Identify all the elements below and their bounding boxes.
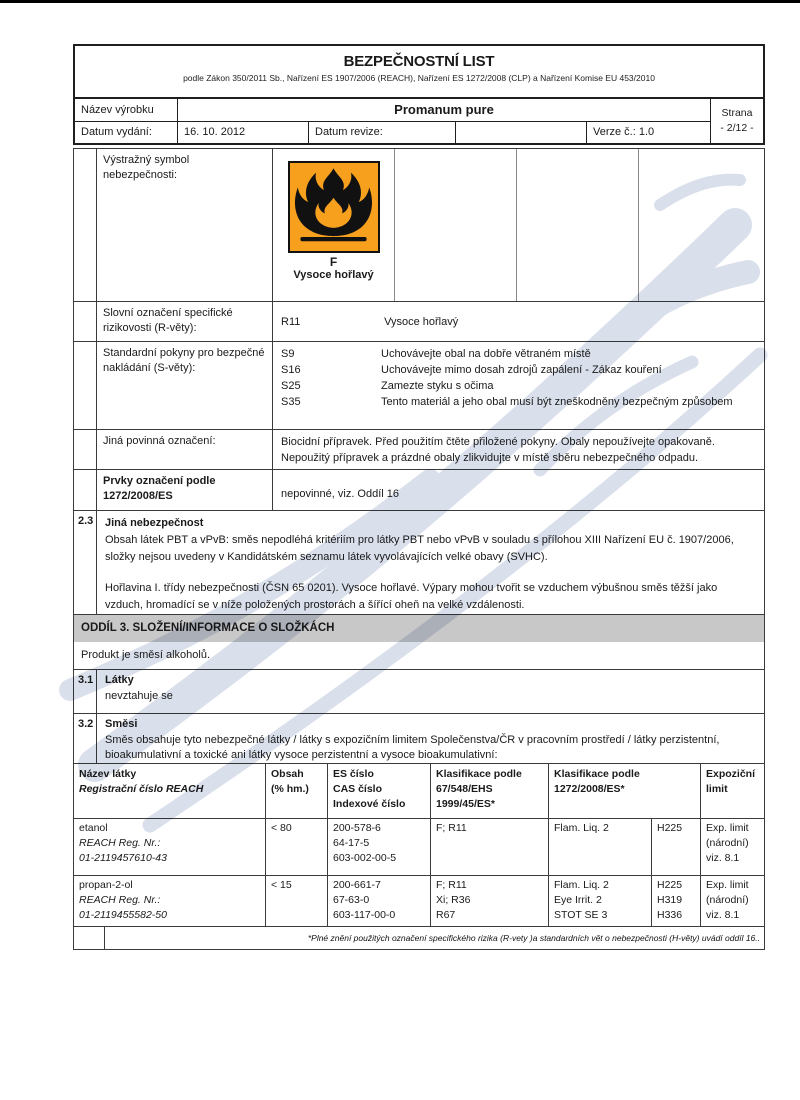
section-3-1-heading: Látky bbox=[105, 674, 134, 686]
header-line: Registrační číslo REACH bbox=[79, 783, 204, 795]
substance-content: < 15 bbox=[266, 876, 328, 926]
row-number-cell bbox=[74, 149, 97, 301]
classification-clp-cell bbox=[549, 876, 652, 926]
section-2-3-heading: Jiná nebezpečnost bbox=[105, 517, 204, 529]
section-3-intro: Produkt je směsí alkoholů. bbox=[81, 649, 211, 661]
substance-row-etanol bbox=[74, 818, 764, 875]
r-phrases-row bbox=[74, 301, 764, 341]
substance-name: etanol bbox=[79, 822, 108, 834]
issue-date-value: 16. 10. 2012 bbox=[178, 122, 309, 144]
header-line: Název látky bbox=[79, 768, 137, 780]
page-subtitle: podle Zákon 350/2011 Sb., Nařízení ES 1907/2006 (REACH), Nařízení ES 1272/2008 (CLP) a Nařízení Komise EU 453/2010 bbox=[183, 73, 655, 83]
h-code: H225 bbox=[657, 879, 683, 891]
s-phrase-line bbox=[281, 378, 756, 394]
exp-line: viz. 8.1 bbox=[706, 909, 740, 921]
es-number: 200-661-7 bbox=[333, 879, 381, 891]
s-phrases-row bbox=[74, 341, 764, 429]
reach-label: REACH Reg. Nr.: bbox=[79, 894, 161, 906]
header-substance-name bbox=[74, 764, 266, 818]
section-3-2-row bbox=[74, 713, 764, 763]
header-numbers bbox=[328, 764, 431, 818]
hazard-symbol-label: Výstražný symbol nebezpečnosti: bbox=[97, 149, 273, 301]
pictogram-caption: Vysoce hořlavý bbox=[293, 269, 374, 281]
s-phrase-line bbox=[281, 346, 756, 362]
document-content bbox=[73, 44, 765, 950]
label-elements-label: Prvky označení podle 1272/2008/ES bbox=[97, 470, 273, 510]
paragraph-spacer bbox=[105, 566, 754, 580]
empty-pictogram-cell bbox=[517, 149, 639, 301]
page-number-label: Strana bbox=[721, 107, 753, 119]
clp-line: Eye Irrit. 2 bbox=[554, 894, 602, 906]
cas-number: 67-63-0 bbox=[333, 894, 370, 906]
clp-line: Flam. Liq. 2 bbox=[554, 879, 609, 891]
header-classification-67-548 bbox=[431, 764, 549, 818]
exp-line: Exp. limit bbox=[706, 822, 749, 834]
page-number-value: - 2/12 - bbox=[720, 122, 754, 134]
s-phrase-code: S35 bbox=[281, 396, 301, 408]
date-row bbox=[75, 122, 710, 144]
section-3-1-row bbox=[74, 669, 764, 713]
r-phrase-code: R11 bbox=[281, 316, 301, 328]
section-2-3-row bbox=[74, 510, 764, 614]
classification-line: F; R11 bbox=[436, 879, 467, 891]
s-phrase-code: S16 bbox=[281, 364, 301, 376]
other-labelling-row bbox=[74, 429, 764, 469]
pictogram-letter: F bbox=[329, 255, 338, 269]
revision-date-value bbox=[456, 122, 587, 144]
section-2-3-paragraph: Obsah látek PBT a vPvB: směs nepodléhá kritériím pro látky PBT nebo vPvB v souladu s přílohou XIII Nařízení EU č. 1907/2006, složky nejsou uvedeny v Kandidátském seznamu látek vyvolávajících velké obavy (SVHC). bbox=[105, 534, 734, 563]
s-phrases-label: Standardní pokyny pro bezpečné nakládání (S-věty): bbox=[97, 342, 273, 429]
classification-line: R67 bbox=[436, 909, 456, 921]
classification-clp-cell bbox=[549, 819, 652, 875]
exp-line: Exp. limit bbox=[706, 879, 749, 891]
table-footnote: *Plné znění použitých označení specifického rizika (R-vety )a standardních vět o nebezpečnosti (H-věty) uvádí oddíl 16.. bbox=[307, 933, 760, 943]
scan-top-edge bbox=[0, 0, 800, 3]
header-line: Klasifikace podle bbox=[554, 768, 640, 780]
header-line: CAS číslo bbox=[333, 783, 383, 795]
section-3-1-text: nevztahuje se bbox=[105, 689, 173, 702]
page-title: BEZPEČNOSTNÍ LIST bbox=[343, 53, 495, 70]
section-3-2-heading: Směsi bbox=[105, 718, 138, 730]
header-line: (% hm.) bbox=[271, 783, 309, 795]
header-line: Klasifikace podle bbox=[436, 768, 522, 780]
header-line: 67/548/EHS bbox=[436, 783, 493, 795]
header-line: Indexové číslo bbox=[333, 798, 406, 810]
flame-icon bbox=[290, 163, 377, 250]
classification-line: F; R11 bbox=[436, 822, 467, 834]
substance-row-propan-2-ol bbox=[74, 875, 764, 926]
s-phrase-code: S9 bbox=[281, 348, 295, 360]
exp-line: (národní) bbox=[706, 894, 749, 906]
version-value: Verze č.: 1.0 bbox=[593, 126, 655, 139]
exp-line: (národní) bbox=[706, 837, 749, 849]
issue-date-label: Datum vydání: bbox=[75, 122, 178, 144]
row-number-cell bbox=[74, 302, 97, 341]
empty-pictogram-cell bbox=[639, 149, 764, 301]
exposure-limit-cell bbox=[701, 819, 764, 875]
header-line: Obsah bbox=[271, 768, 304, 780]
substance-name-cell bbox=[74, 876, 266, 926]
h-code: H319 bbox=[657, 894, 683, 906]
substances-table-header bbox=[74, 763, 764, 818]
s-phrase-text: Tento materiál a jeho obal musí být zneškodněny bezpečným způsobem bbox=[381, 396, 733, 408]
header-line: 1272/2008/ES* bbox=[554, 783, 625, 795]
row-number-cell bbox=[74, 430, 97, 469]
h-codes-cell bbox=[652, 819, 701, 875]
hazard-symbol-row bbox=[74, 149, 764, 301]
cas-number: 64-17-5 bbox=[333, 837, 370, 849]
section-2-3-paragraph: Hořlavina I. třídy nebezpečnosti (ČSN 65 0201). Vysoce hořlavé. Výpary mohou tvořit se vzduchem výbušnou směs těžší jako vzduch, hromadící se v níže položených prostorách a šířící oheň na velké vzdálenosti. bbox=[105, 582, 718, 611]
s-phrase-text: Uchovávejte obal na dobře větraném místě bbox=[381, 348, 591, 360]
substance-content: < 80 bbox=[266, 819, 328, 875]
product-label: Název výrobku bbox=[75, 99, 178, 121]
substance-name: propan-2-ol bbox=[79, 879, 133, 891]
s-phrase-line bbox=[281, 394, 756, 410]
s-phrase-text: Uchovávejte mimo dosah zdrojů zapálení - Zákaz kouření bbox=[381, 364, 662, 376]
product-name: Promanum pure bbox=[394, 102, 494, 118]
other-labelling-text: Biocidní přípravek. Před použitím čtěte přiložené pokyny. Obaly nepoužívejte opakovaně. Nepoužitý přípravek a prázdné obaly zlikvidujte v místě sběru nebezpečného odpadu. bbox=[281, 436, 715, 464]
header-line: ES číslo bbox=[333, 768, 374, 780]
document-body bbox=[73, 148, 765, 950]
label-elements-text: nepovinné, viz. Oddíl 16 bbox=[281, 488, 400, 500]
exposure-limit-cell bbox=[701, 876, 764, 926]
classification-67-cell bbox=[431, 819, 549, 875]
header-exposure-limit bbox=[701, 764, 764, 818]
document-header bbox=[73, 44, 765, 99]
r-phrase-text: Vysoce hořlavý bbox=[384, 316, 459, 328]
substance-numbers-cell bbox=[328, 819, 431, 875]
footnote-margin-cell bbox=[74, 927, 105, 949]
substances-table bbox=[74, 763, 764, 949]
revision-date-label: Datum revize: bbox=[309, 122, 456, 144]
header-line: 1999/45/ES* bbox=[436, 798, 495, 810]
header-classification-clp bbox=[549, 764, 701, 818]
s-phrase-text: Zamezte styku s očima bbox=[381, 380, 494, 392]
section-number: 2.3 bbox=[74, 511, 97, 614]
section-number: 3.1 bbox=[74, 670, 97, 713]
label-elements-row bbox=[74, 469, 764, 510]
header-line: limit bbox=[706, 783, 728, 795]
other-labelling-label: Jiná povinná označení: bbox=[97, 430, 273, 469]
product-row bbox=[75, 99, 710, 122]
row-number-cell bbox=[74, 342, 97, 429]
substance-name-cell bbox=[74, 819, 266, 875]
pictogram-cell bbox=[273, 149, 395, 301]
s-phrase-code: S25 bbox=[281, 380, 301, 392]
h-code: H336 bbox=[657, 909, 683, 921]
classification-line: Xi; R36 bbox=[436, 894, 471, 906]
header-meta-rows bbox=[73, 99, 765, 145]
empty-pictogram-cell bbox=[395, 149, 517, 301]
page-number-cell bbox=[710, 99, 763, 143]
clp-line: STOT SE 3 bbox=[554, 909, 608, 921]
header-content bbox=[266, 764, 328, 818]
es-number: 200-578-6 bbox=[333, 822, 381, 834]
clp-line: Flam. Liq. 2 bbox=[554, 822, 609, 834]
row-number-cell bbox=[74, 470, 97, 510]
section-3-header-bar: ODDÍL 3. SLOŽENÍ/INFORMACE O SLOŽKÁCH bbox=[74, 614, 764, 642]
reach-number: 01-2119457610-43 bbox=[79, 852, 167, 864]
reach-label: REACH Reg. Nr.: bbox=[79, 837, 161, 849]
exp-line: viz. 8.1 bbox=[706, 852, 740, 864]
section-3-2-text: Směs obsahuje tyto nebezpečné látky / látky s expozičním limitem Společenstva/ČR v pracovním prostředí / látky perzistentní, bioakumulativní a toxické ani látky vysoce perzistentní a vysoce bioakumulativní: bbox=[105, 733, 720, 761]
r-phrases-label: Slovní označení specifické rizikovosti (R-věty): bbox=[97, 302, 273, 341]
reach-number: 01-2119455582-50 bbox=[79, 909, 167, 921]
section-number: 3.2 bbox=[74, 714, 97, 763]
index-number: 603-117-00-0 bbox=[333, 909, 396, 921]
flammable-pictogram bbox=[288, 161, 380, 253]
classification-67-cell bbox=[431, 876, 549, 926]
header-line: Expoziční bbox=[706, 768, 756, 780]
footnote-row bbox=[74, 926, 764, 949]
h-code: H225 bbox=[657, 822, 683, 834]
substance-numbers-cell bbox=[328, 876, 431, 926]
s-phrase-line bbox=[281, 362, 756, 378]
index-number: 603-002-00-5 bbox=[333, 852, 397, 864]
h-codes-cell bbox=[652, 876, 701, 926]
